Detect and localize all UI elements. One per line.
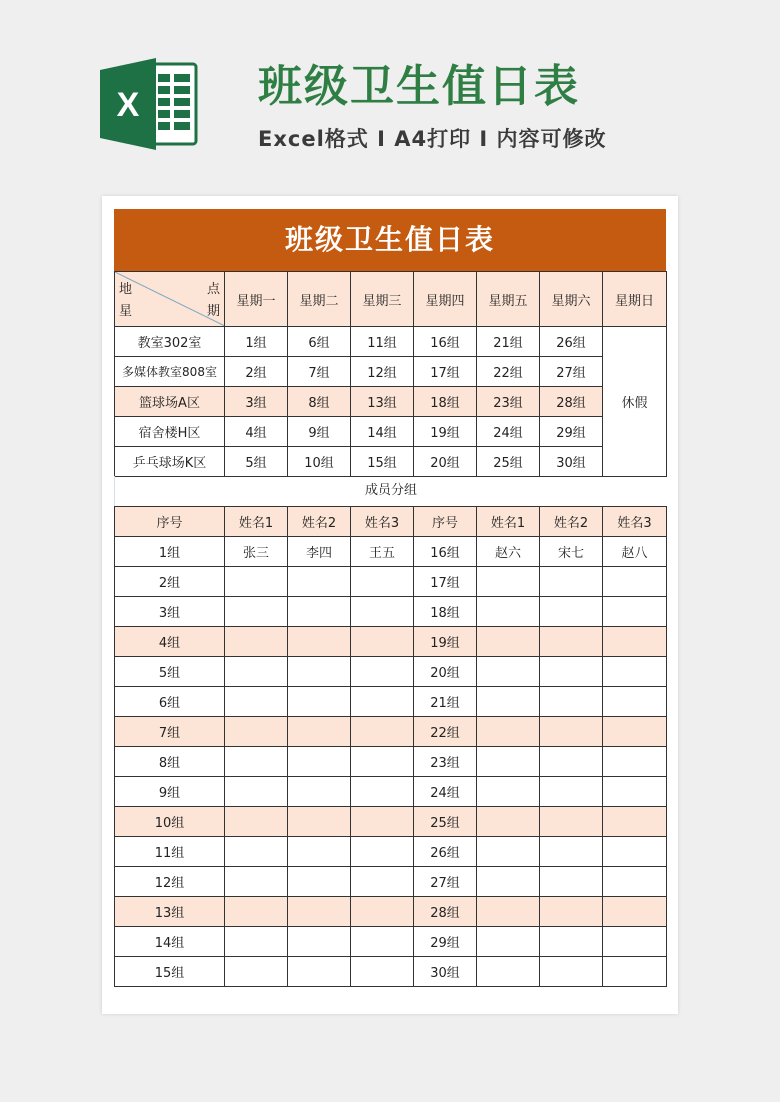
member-name-cell[interactable] — [225, 807, 288, 837]
member-name-cell[interactable] — [288, 867, 351, 897]
member-name-cell[interactable] — [603, 657, 667, 687]
group-number-cell[interactable]: 21组 — [414, 687, 477, 717]
location-name: 篮球场A区 — [115, 387, 225, 417]
member-name-cell[interactable] — [477, 717, 540, 747]
member-name-cell[interactable] — [477, 897, 540, 927]
member-name-cell[interactable] — [477, 837, 540, 867]
member-name-cell[interactable] — [288, 657, 351, 687]
member-header: 姓名2 — [288, 507, 351, 537]
member-name-cell[interactable] — [540, 597, 603, 627]
member-name-cell[interactable] — [288, 717, 351, 747]
member-name-cell[interactable] — [477, 777, 540, 807]
duty-cell: 18组 — [414, 387, 477, 417]
member-header: 姓名2 — [540, 507, 603, 537]
duty-cell: 8组 — [288, 387, 351, 417]
member-name-cell[interactable] — [603, 567, 667, 597]
member-name-cell[interactable] — [540, 777, 603, 807]
group-number-cell[interactable]: 27组 — [414, 867, 477, 897]
member-group-table — [114, 506, 667, 987]
member-row — [115, 807, 667, 837]
location-name: 乒乓球场K区 — [115, 447, 225, 477]
member-name-cell[interactable] — [225, 927, 288, 957]
day-header: 星期二 — [288, 272, 351, 327]
member-row — [115, 837, 667, 867]
members-section-title: 成员分组 — [114, 476, 667, 506]
member-name-cell[interactable] — [351, 747, 414, 777]
member-name-cell[interactable] — [477, 807, 540, 837]
member-name-cell[interactable] — [477, 747, 540, 777]
duty-cell: 2组 — [225, 357, 288, 387]
group-number-cell[interactable]: 7组 — [115, 717, 225, 747]
member-name-cell[interactable]: 赵八 — [603, 537, 667, 567]
group-number-cell[interactable]: 15组 — [115, 957, 225, 987]
member-name-cell[interactable] — [288, 777, 351, 807]
group-number-cell[interactable]: 3组 — [115, 597, 225, 627]
group-number-cell[interactable]: 18组 — [414, 597, 477, 627]
duty-cell: 17组 — [414, 357, 477, 387]
member-name-cell[interactable] — [540, 717, 603, 747]
location-row — [115, 387, 667, 417]
member-name-cell[interactable] — [351, 627, 414, 657]
member-name-cell[interactable] — [225, 687, 288, 717]
member-name-cell[interactable] — [540, 957, 603, 987]
member-row — [115, 597, 667, 627]
member-name-cell[interactable] — [540, 927, 603, 957]
location-row — [115, 447, 667, 477]
member-name-cell[interactable] — [225, 747, 288, 777]
member-name-cell[interactable] — [603, 867, 667, 897]
member-name-cell[interactable] — [477, 957, 540, 987]
member-name-cell[interactable] — [477, 927, 540, 957]
member-name-cell[interactable] — [540, 567, 603, 597]
member-name-cell[interactable] — [603, 627, 667, 657]
member-name-cell[interactable] — [351, 597, 414, 627]
member-row — [115, 657, 667, 687]
duty-cell: 29组 — [540, 417, 603, 447]
group-number-cell[interactable]: 20组 — [414, 657, 477, 687]
member-name-cell[interactable] — [540, 657, 603, 687]
member-name-cell[interactable] — [477, 627, 540, 657]
member-row — [115, 627, 667, 657]
member-name-cell[interactable] — [351, 657, 414, 687]
sunday-rest-cell: 休假 — [603, 327, 667, 477]
member-name-cell[interactable] — [603, 687, 667, 717]
duty-cell: 9组 — [288, 417, 351, 447]
member-name-cell[interactable] — [603, 777, 667, 807]
day-header: 星期五 — [477, 272, 540, 327]
duty-cell: 21组 — [477, 327, 540, 357]
group-number-cell[interactable]: 4组 — [115, 627, 225, 657]
member-name-cell[interactable] — [603, 837, 667, 867]
member-header: 序号 — [414, 507, 477, 537]
duty-cell: 26组 — [540, 327, 603, 357]
member-name-cell[interactable] — [288, 687, 351, 717]
member-name-cell[interactable] — [288, 957, 351, 987]
member-header: 姓名1 — [225, 507, 288, 537]
member-row — [115, 927, 667, 957]
location-name: 多媒体教室808室 — [115, 357, 225, 387]
duty-cell: 20组 — [414, 447, 477, 477]
member-rows — [115, 537, 667, 987]
member-name-cell[interactable] — [540, 867, 603, 897]
member-name-cell[interactable] — [540, 807, 603, 837]
duty-cell: 27组 — [540, 357, 603, 387]
group-number-cell[interactable]: 25组 — [414, 807, 477, 837]
group-number-cell[interactable]: 1组 — [115, 537, 225, 567]
member-header: 序号 — [115, 507, 225, 537]
group-number-cell[interactable]: 22组 — [414, 717, 477, 747]
duty-cell: 7组 — [288, 357, 351, 387]
member-row — [115, 897, 667, 927]
member-name-cell[interactable] — [225, 657, 288, 687]
member-name-cell[interactable] — [288, 567, 351, 597]
group-number-cell[interactable]: 13组 — [115, 897, 225, 927]
member-name-cell[interactable]: 王五 — [351, 537, 414, 567]
duty-cell: 4组 — [225, 417, 288, 447]
duty-cell: 14组 — [351, 417, 414, 447]
duty-cell: 24组 — [477, 417, 540, 447]
duty-cell: 12组 — [351, 357, 414, 387]
member-name-cell[interactable]: 赵六 — [477, 537, 540, 567]
duty-cell: 10组 — [288, 447, 351, 477]
member-row — [115, 717, 667, 747]
day-header: 星期日 — [603, 272, 667, 327]
page-title: 班级卫生值日表 — [258, 61, 580, 112]
day-header: 星期一 — [225, 272, 288, 327]
member-name-cell[interactable] — [225, 837, 288, 867]
member-name-cell[interactable] — [288, 747, 351, 777]
member-name-cell[interactable] — [603, 597, 667, 627]
duty-cell: 3组 — [225, 387, 288, 417]
member-name-cell[interactable] — [225, 597, 288, 627]
location-row — [115, 417, 667, 447]
duty-cell: 1组 — [225, 327, 288, 357]
member-row — [115, 777, 667, 807]
member-name-cell[interactable] — [477, 597, 540, 627]
member-name-cell[interactable] — [477, 687, 540, 717]
member-header: 姓名3 — [603, 507, 667, 537]
corner-char-left-2: 星 — [119, 304, 133, 319]
member-name-cell[interactable] — [351, 897, 414, 927]
location-name: 宿舍楼H区 — [115, 417, 225, 447]
excel-logo-icon — [100, 58, 200, 150]
group-number-cell[interactable]: 6组 — [115, 687, 225, 717]
member-name-cell[interactable] — [603, 717, 667, 747]
member-name-cell[interactable] — [225, 897, 288, 927]
member-name-cell[interactable] — [603, 957, 667, 987]
member-name-cell[interactable] — [603, 927, 667, 957]
logo-letter: X — [116, 86, 140, 124]
member-name-cell[interactable] — [351, 567, 414, 597]
group-number-cell[interactable]: 8组 — [115, 747, 225, 777]
duty-cell: 5组 — [225, 447, 288, 477]
member-name-cell[interactable] — [540, 897, 603, 927]
member-name-cell[interactable] — [540, 627, 603, 657]
member-name-cell[interactable] — [351, 957, 414, 987]
group-number-cell[interactable]: 19组 — [414, 627, 477, 657]
member-name-cell[interactable] — [477, 867, 540, 897]
member-name-cell[interactable]: 张三 — [225, 537, 288, 567]
member-name-cell[interactable] — [477, 567, 540, 597]
member-name-cell[interactable] — [351, 837, 414, 867]
group-number-cell[interactable]: 17组 — [414, 567, 477, 597]
duty-cell: 6组 — [288, 327, 351, 357]
group-number-cell[interactable]: 14组 — [115, 927, 225, 957]
page-subtitle: Excel格式 I A4打印 I 内容可修改 — [258, 127, 607, 151]
member-name-cell[interactable] — [477, 657, 540, 687]
group-number-cell[interactable]: 5组 — [115, 657, 225, 687]
member-name-cell[interactable] — [225, 957, 288, 987]
duty-cell: 13组 — [351, 387, 414, 417]
group-number-cell[interactable]: 29组 — [414, 927, 477, 957]
duty-cell: 30组 — [540, 447, 603, 477]
corner-cell — [115, 272, 225, 327]
member-name-cell[interactable]: 宋七 — [540, 537, 603, 567]
member-name-cell[interactable] — [351, 777, 414, 807]
duty-cell: 19组 — [414, 417, 477, 447]
member-row — [115, 687, 667, 717]
member-name-cell[interactable] — [225, 867, 288, 897]
duty-cell: 15组 — [351, 447, 414, 477]
member-name-cell[interactable] — [351, 717, 414, 747]
duty-cell: 11组 — [351, 327, 414, 357]
member-name-cell[interactable] — [351, 687, 414, 717]
member-row — [115, 747, 667, 777]
member-name-cell[interactable] — [603, 897, 667, 927]
duty-cell: 22组 — [477, 357, 540, 387]
location-row — [115, 357, 667, 387]
group-number-cell[interactable]: 12组 — [115, 867, 225, 897]
sheet-banner: 班级卫生值日表 — [114, 209, 666, 271]
member-name-cell[interactable] — [225, 777, 288, 807]
member-name-cell[interactable] — [288, 807, 351, 837]
member-name-cell[interactable] — [225, 567, 288, 597]
member-name-cell[interactable] — [603, 747, 667, 777]
duty-cell: 25组 — [477, 447, 540, 477]
corner-char-right-2: 期 — [206, 304, 220, 319]
corner-char-right-1: 点 — [206, 282, 220, 297]
group-number-cell[interactable]: 9组 — [115, 777, 225, 807]
member-row — [115, 537, 667, 567]
duty-schedule-table — [114, 271, 667, 477]
member-row — [115, 567, 667, 597]
member-name-cell[interactable] — [225, 717, 288, 747]
group-number-cell[interactable]: 26组 — [414, 837, 477, 867]
location-name: 教室302室 — [115, 327, 225, 357]
duty-cell: 28组 — [540, 387, 603, 417]
day-header: 星期四 — [414, 272, 477, 327]
group-number-cell[interactable]: 2组 — [115, 567, 225, 597]
member-header: 姓名1 — [477, 507, 540, 537]
member-name-cell[interactable]: 李四 — [288, 537, 351, 567]
member-name-cell[interactable] — [225, 627, 288, 657]
member-name-cell[interactable] — [288, 597, 351, 627]
member-name-cell[interactable] — [288, 627, 351, 657]
group-number-cell[interactable]: 30组 — [414, 957, 477, 987]
member-name-cell[interactable] — [540, 747, 603, 777]
member-header-row — [115, 507, 667, 537]
member-name-cell[interactable] — [288, 927, 351, 957]
group-number-cell[interactable]: 11组 — [115, 837, 225, 867]
member-row — [115, 957, 667, 987]
member-name-cell[interactable] — [351, 867, 414, 897]
group-number-cell[interactable]: 23组 — [414, 747, 477, 777]
schedule-header-row — [115, 272, 667, 327]
member-name-cell[interactable] — [351, 927, 414, 957]
duty-cell: 23组 — [477, 387, 540, 417]
duty-cell: 16组 — [414, 327, 477, 357]
group-number-cell[interactable]: 10组 — [115, 807, 225, 837]
group-number-cell[interactable]: 28组 — [414, 897, 477, 927]
member-name-cell[interactable] — [540, 837, 603, 867]
group-number-cell[interactable]: 24组 — [414, 777, 477, 807]
member-name-cell[interactable] — [351, 807, 414, 837]
corner-char-left-1: 地 — [119, 282, 133, 297]
group-number-cell[interactable]: 16组 — [414, 537, 477, 567]
day-header: 星期六 — [540, 272, 603, 327]
day-header: 星期三 — [351, 272, 414, 327]
member-name-cell[interactable] — [288, 897, 351, 927]
member-name-cell[interactable] — [540, 687, 603, 717]
member-row — [115, 867, 667, 897]
member-name-cell[interactable] — [288, 837, 351, 867]
member-name-cell[interactable] — [603, 807, 667, 837]
member-header: 姓名3 — [351, 507, 414, 537]
location-row — [115, 327, 667, 357]
